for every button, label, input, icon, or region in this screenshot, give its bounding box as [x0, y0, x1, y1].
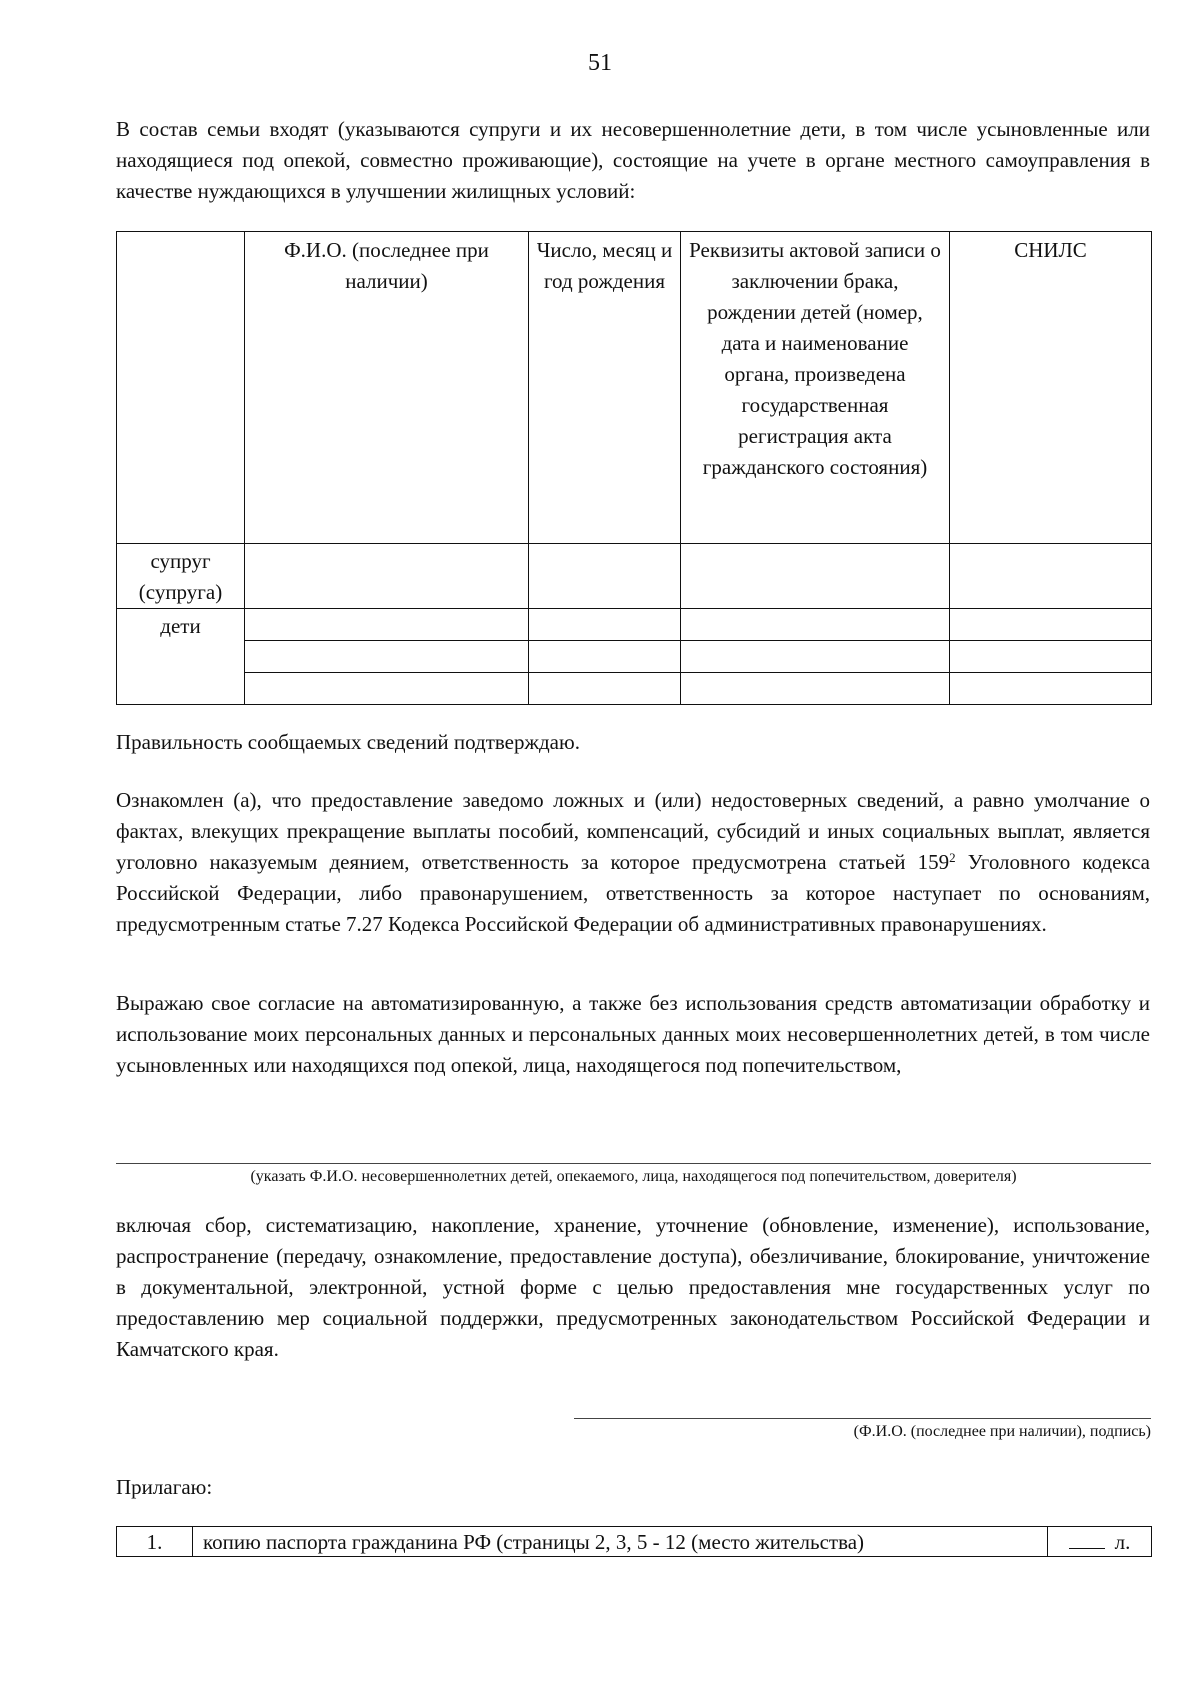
- persons-name-caption: (указать Ф.И.О. несовершеннолетних детей, опекаемого, лица, находящегося под попечительством, доверителя): [250, 1168, 1017, 1185]
- child-birth-cell[interactable]: [529, 609, 681, 641]
- header-act-record: Реквизиты актовой записи о заключении брака, рождении детей (номер, дата и наименование органа, произведена государственная регистрация акта гражданского состояния): [681, 232, 950, 544]
- child-snils-cell[interactable]: [950, 673, 1152, 705]
- attachment-number: 1.: [117, 1527, 193, 1557]
- child-name-cell[interactable]: [245, 609, 529, 641]
- liability-warning-paragraph: [116, 785, 1150, 940]
- child-snils-cell[interactable]: [950, 609, 1152, 641]
- child-act-cell[interactable]: [681, 641, 950, 673]
- attachment-pages-cell: [1048, 1527, 1152, 1557]
- spouse-birth-cell[interactable]: [529, 544, 681, 609]
- spouse-snils-cell[interactable]: [950, 544, 1152, 609]
- child-row: [117, 641, 1152, 673]
- pages-count-blank[interactable]: [1069, 1530, 1105, 1549]
- persons-name-line[interactable]: [116, 1163, 1151, 1164]
- family-table-header-row: [117, 232, 1152, 544]
- family-intro-paragraph: В состав семьи входят (указываются супруги и их несовершеннолетние дети, в том числе усыновленные или находящиеся под опекой, совместно проживающие), состоящие на учете в органе местного самоуправления в качестве нуждающихся в улучшении жилищных условий:: [116, 117, 1150, 203]
- header-snils: СНИЛС: [950, 232, 1152, 544]
- attachment-description: копию паспорта гражданина РФ (страницы 2, 3, 5 - 12 (место жительства): [193, 1527, 1048, 1557]
- family-members-table: [116, 231, 1152, 705]
- header-name: Ф.И.О. (последнее при наличии): [245, 232, 529, 544]
- header-birth-date: Число, месяц и год рождения: [529, 232, 681, 544]
- attachment-row: [117, 1527, 1152, 1557]
- consent-paragraph: Выражаю свое согласие на автоматизированную, а также без использования средств автоматизации обработку и использование моих персональных данных и персональных данных моих несовершеннолетних детей, в том числе усыновленных или находящихся под опекой, лица, находящегося под попечительством,: [116, 991, 1150, 1077]
- child-name-cell[interactable]: [245, 641, 529, 673]
- child-birth-cell[interactable]: [529, 641, 681, 673]
- signature-caption: (Ф.И.О. (последнее при наличии), подпись): [853, 1423, 1151, 1440]
- spouse-name-cell[interactable]: [245, 544, 529, 609]
- children-label: дети: [117, 609, 245, 705]
- pages-unit: л.: [1114, 1529, 1131, 1554]
- child-snils-cell[interactable]: [950, 641, 1152, 673]
- child-act-cell[interactable]: [681, 673, 950, 705]
- child-name-cell[interactable]: [245, 673, 529, 705]
- spouse-act-cell[interactable]: [681, 544, 950, 609]
- spouse-row: [117, 544, 1152, 609]
- liability-warning-text: Ознакомлен (а), что предоставление заведомо ложных и (или) недостоверных сведений, а равно умолчание о фактах, влекущих прекращение выплаты пособий, компенсаций, субсидий и иных социальных выплат, является уголовно наказуемым деянием, ответственность за которое предусмотрена статьей 159: [116, 788, 1150, 874]
- page-number: 51: [588, 50, 612, 76]
- signature-line[interactable]: [574, 1418, 1151, 1419]
- child-row: [117, 673, 1152, 705]
- child-row: [117, 609, 1152, 641]
- liability-warning-text-end: Уголовного кодекса Российской Федерации, либо правонарушением, ответственность за которое наступает по основаниям, предусмотренным статье 7.27 Кодекса Российской Федерации об административных правонарушениях.: [116, 850, 1150, 936]
- spouse-label: супруг (супруга): [117, 544, 245, 609]
- confirmation-statement: Правильность сообщаемых сведений подтверждаю.: [116, 730, 580, 754]
- attachments-label: Прилагаю:: [116, 1475, 213, 1499]
- child-act-cell[interactable]: [681, 609, 950, 641]
- header-blank-cell: [117, 232, 245, 544]
- attachments-table: [116, 1526, 1152, 1557]
- article-superscript: 2: [949, 850, 956, 865]
- processing-paragraph: включая сбор, систематизацию, накопление, хранение, уточнение (обновление, изменение), использование, распространение (передачу, ознакомление, предоставление доступа), обезличивание, блокирование, уничтожение в документальной, электронной, устной форме с целью предоставления мне государственных услуг по предоставлению мер социальной поддержки, предусмотренных законодательством Российской Федерации и Камчатского края.: [116, 1213, 1150, 1361]
- child-birth-cell[interactable]: [529, 673, 681, 705]
